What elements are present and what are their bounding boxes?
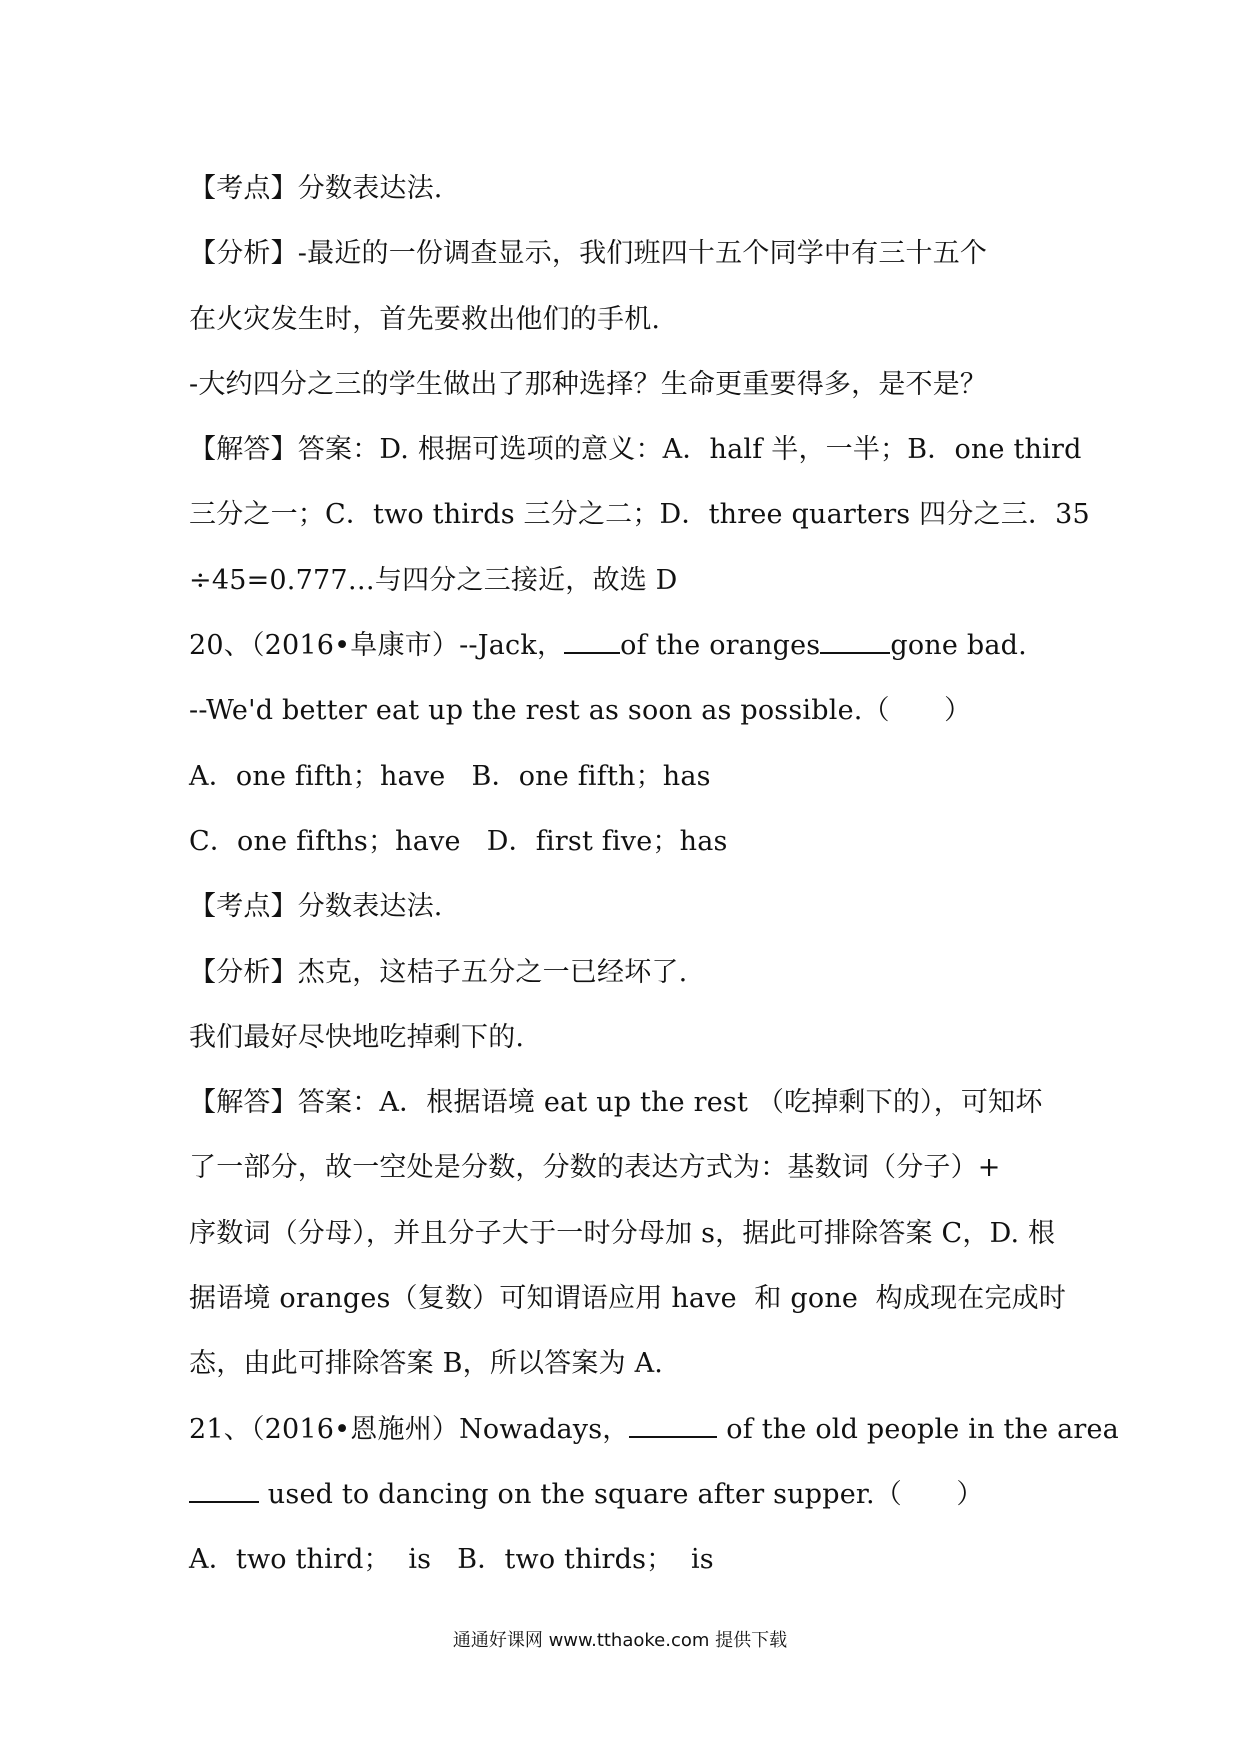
document-body bbox=[189, 156, 1119, 1593]
answer-blank bbox=[629, 1414, 717, 1438]
option-a: A．two third； is bbox=[189, 1544, 432, 1576]
option-b: B．one fifth；has bbox=[471, 760, 711, 792]
text-line: 【考点】分数表达法. bbox=[189, 891, 443, 923]
question-20-stem bbox=[189, 613, 1059, 678]
question-20-options-ab bbox=[189, 744, 1059, 809]
q21-suffix: of the old people in the area bbox=[726, 1413, 1119, 1445]
text-line bbox=[189, 221, 1059, 286]
question-21-options-ab bbox=[189, 1527, 1059, 1592]
text-line: 据语境 oranges（复数）可知谓语应用 have 和 gone 构成现在完成时 bbox=[189, 1283, 1067, 1315]
option-d: D．first five；has bbox=[486, 825, 728, 857]
text-line: 了一部分，故一空处是分数，分数的表达方式为：基数词（分子）+ bbox=[189, 1152, 1001, 1184]
question-20-options-cd bbox=[189, 809, 1059, 874]
text-line: 【考点】分数表达法. bbox=[189, 173, 443, 204]
question-21-stem bbox=[189, 1397, 1119, 1462]
text-line: 【解答】答案：D. 根据可选项的意义：A．half 半，一半；B．one third bbox=[189, 434, 1082, 466]
text-line: 我们最好尽快地吃掉剩下的. bbox=[189, 1021, 525, 1053]
question-21-line2 bbox=[189, 1462, 1059, 1527]
text-line: 【分析】杰克，这桔子五分之一已经坏了. bbox=[189, 956, 688, 988]
text-line: 在火灾发生时，首先要救出他们的手机. bbox=[189, 303, 661, 335]
answer-blank bbox=[189, 1479, 259, 1503]
text-line: 态，由此可排除答案 B，所以答案为 A. bbox=[189, 1348, 664, 1380]
text-line: ÷45=0.777…与四分之三接近，故选 D bbox=[189, 564, 678, 596]
text-line: 【解答】答案：A．根据语境 eat up the rest （吃掉剩下的），可知坏 bbox=[189, 1087, 1043, 1119]
text-line-content: 【分析】-最近的一份调查显示，我们班四十五个同学中有三十五个 bbox=[189, 238, 988, 270]
option-a: A．one fifth；have bbox=[189, 760, 446, 792]
option-b: B．two thirds； is bbox=[457, 1544, 714, 1576]
q21-prefix: 21、（2016•恩施州）Nowadays， bbox=[189, 1413, 630, 1445]
text-line: -大约四分之三的学生做出了那种选择？生命更重要得多，是不是？ bbox=[189, 368, 988, 400]
question-20-line2: --We'd better eat up the rest as soon as possible.（ ） bbox=[189, 695, 972, 727]
page-footer: 通通好课网 www.tthaoke.com 提供下载 bbox=[452, 1630, 788, 1651]
answer-blank bbox=[820, 630, 890, 654]
option-c: C．one fifths；have bbox=[189, 825, 461, 857]
q21-line2-text: used to dancing on the square after supper.（ ） bbox=[267, 1478, 984, 1510]
text-line: 三分之一；C．two thirds 三分之二；D．three quarters 四分之三．35 bbox=[189, 499, 1090, 531]
q20-prefix: 20、（2016•阜康市）--Jack， bbox=[189, 630, 565, 662]
text-line: 序数词（分母），并且分子大于一时分母加 s，据此可排除答案 C，D. 根 bbox=[189, 1217, 1056, 1249]
q20-suffix: gone bad. bbox=[890, 630, 1027, 662]
answer-blank bbox=[564, 630, 620, 654]
q20-mid: of the oranges bbox=[620, 630, 821, 662]
